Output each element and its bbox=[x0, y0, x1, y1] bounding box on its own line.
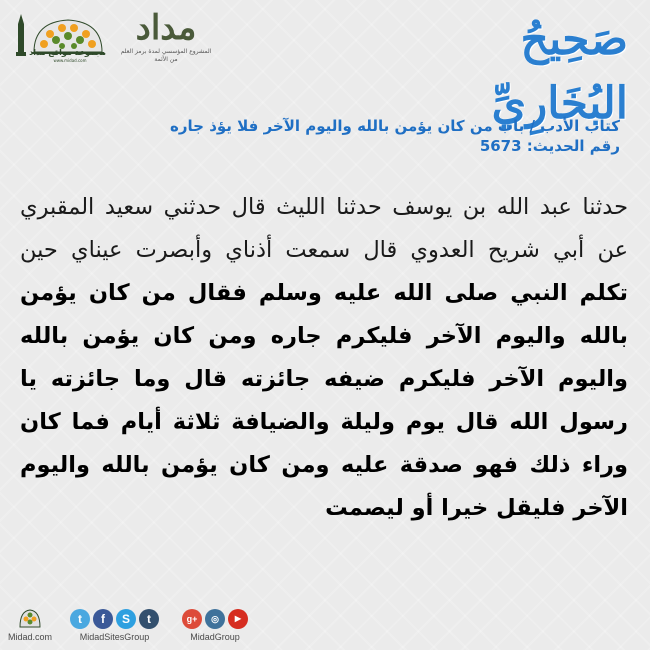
hadith-meta bbox=[60, 116, 620, 156]
skype-icon[interactable]: S bbox=[116, 609, 136, 629]
group-name: مجموعة مواقع مداد bbox=[29, 48, 106, 57]
youtube-icon[interactable]: ▶ bbox=[228, 609, 248, 629]
hadith-narration-chain: حدثنا عبد الله بن يوسف حدثنا الليث قال حدثني سعيد المقبري عن أبي شريح العدوي قال سمعت أذناي وأبصرت عيناي حين bbox=[20, 194, 628, 263]
sites-group-label[interactable]: MidadSitesGroup bbox=[79, 632, 150, 642]
hadith-number-label: رقم الحديث: bbox=[526, 137, 620, 155]
brand-name: مداد bbox=[135, 8, 197, 48]
instagram-icon[interactable]: ◎ bbox=[205, 609, 225, 629]
book-title: صَحِيحُ البُخَارِيِّ bbox=[491, 14, 628, 129]
google-plus-icon[interactable]: g+ bbox=[182, 609, 202, 629]
group-url: www.midad.com bbox=[53, 58, 87, 63]
facebook-icon[interactable]: f bbox=[93, 609, 113, 629]
midad-brand-logo[interactable] bbox=[118, 8, 214, 64]
twitter-icon[interactable]: t bbox=[70, 609, 90, 629]
group-label[interactable]: MidadGroup bbox=[190, 632, 240, 642]
midad-group-logo[interactable] bbox=[12, 12, 112, 64]
footer bbox=[0, 590, 650, 650]
brand-tagline: المشروع المؤسسي لمدة برمز العلم من الأئمة bbox=[120, 48, 212, 63]
footer-site[interactable] bbox=[8, 607, 52, 642]
hadith-number: 5673 bbox=[479, 137, 522, 155]
footer-group bbox=[182, 609, 248, 642]
tumblr-icon[interactable]: t bbox=[139, 609, 159, 629]
midad-mini-logo-icon bbox=[18, 607, 42, 629]
chapter-title: كتاب الأدب / باب من كان يؤمن بالله واليوم الآخر فلا يؤذ جاره bbox=[170, 117, 620, 135]
site-label[interactable]: Midad.com bbox=[8, 632, 53, 642]
hadith-matn: تكلم النبي صلى الله عليه وسلم فقال من كان يؤمن بالله واليوم الآخر فليكرم جاره ومن كان يؤمن بالله واليوم الآخر فليكرم ضيفه جائزته قال وما جائزته يا رسول الله قال يوم وليلة والضيافة ثلاثة أيام فما كان وراء ذلك فهو صدقة عليه ومن كان يؤمن بالله واليوم الآخر فليقل خيرا أو ليصمت bbox=[20, 280, 628, 521]
footer-sites-group bbox=[70, 609, 159, 642]
hadith-number-line bbox=[60, 136, 620, 156]
hadith-text bbox=[20, 186, 628, 530]
